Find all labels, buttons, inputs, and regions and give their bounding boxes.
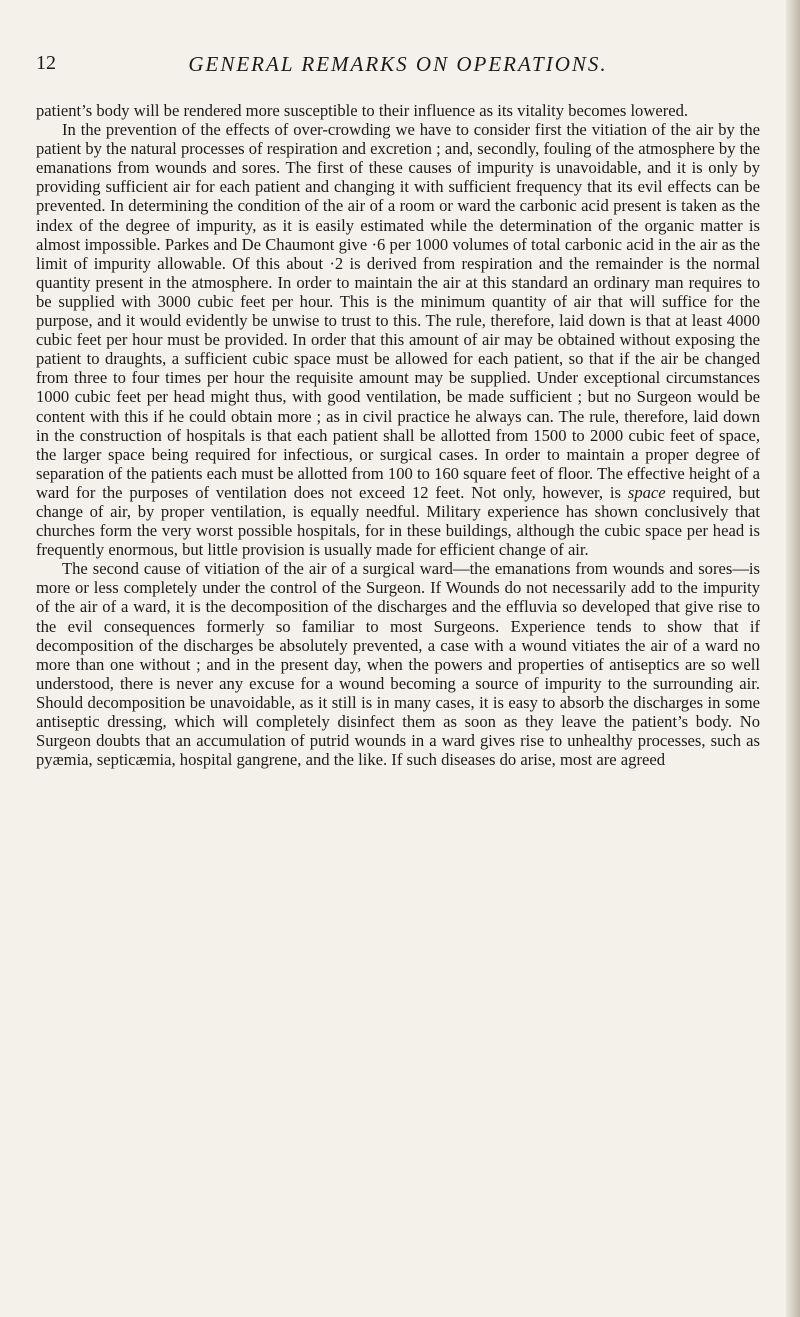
paragraph-text: The second cause of vitiation of the air of a surgical ward—the emanations from wounds and sores—is more or less completely under the control of the Surgeon. If Wounds do not necessarily add to the impurity of the air of a ward, it is the decomposition of the discharges and the effluvia so developed that give rise to the evil consequences formerly so familiar to most Surgeons. Experience tends to show that if decomposition of the discharges be absolutely prevented, a case with a wound vitiates the air of a ward no more than one without ; and in the present day, when the powers and properties of antiseptics are so well understood, there is never any excuse for a wound becoming a source of impurity to the surrounding air. Should decomposition be unavoidable, as it still is in many cases, it is easy to absorb the discharges in some antiseptic dressing, which will completely disinfect them as soon as they leave the patient’s body. No Surgeon doubts that an accumulation of putrid wounds in a ward gives rise to unhealthy processes, such as pyæmia, septicæmia, hospital gangrene, and the like. If such diseases do arise, most are agreed (36, 559, 760, 770)
paragraph-text: patient’s body will be rendered more susceptible to their influence as its vitality becomes lowered. (36, 101, 689, 120)
page-number: 12 (36, 52, 56, 74)
body-text (36, 101, 760, 769)
paragraph-text: required, but change of air, by proper ventilation, is equally needful. Military experience has shown conclusively that churches form the very worst possible hospitals, for in these buildings, although the cubic space per head is frequently enormous, but little provision is usually made for efficient change of air. (36, 482, 761, 560)
emphasis-space: space (627, 482, 666, 502)
running-head: GENERAL REMARKS ON OPERATIONS. (188, 52, 608, 76)
paragraph-continuation (36, 101, 760, 120)
page-edge-shadow (786, 0, 800, 1317)
paragraph-text: In the prevention of the effects of over-crowding we have to consider first the vitiation of the air by the patient by the natural processes of respiration and excretion ; and, secondly, fouling of the atmosphere by the emanations from wounds and sores. The first of these causes of impurity is unavoidable, and it is only by providing sufficient air for each patient and changing it with sufficient frequency that its evil effects can be prevented. In determining the condition of the air of a room or ward the carbonic acid present is taken as the index of the degree of impurity, as it is easily estimated while the determination of the organic matter is almost impossible. Parkes and De Chaumont give ·6 per 1000 volumes of total carbonic acid in the air as the limit of impurity allowable. Of this about ·2 is derived from respiration and the remainder is the normal quantity present in the atmosphere. In order to maintain the air at this standard an ordinary man requires to be supplied with 3000 cubic feet per hour. This is the minimum quantity of air that will suffice for the purpose, and it would evidently be unwise to trust to this. The rule, therefore, laid down is that at least 4000 cubic feet per hour must be provided. In order that this amount of air may be obtained without exposing the patient to draughts, a sufficient cubic space must be allowed for each patient, so that if the air be changed from three to four times per hour the requisite amount may be supplied. Under exceptional circumstances 1000 cubic feet per head might thus, with good ventilation, be made sufficient ; but no Surgeon would be content with this if he could obtain more ; as in civil practice he always can. The rule, therefore, laid down in the construction of hospitals is that each patient shall be allotted from 1500 to 2000 cubic feet of space, the larger space being required for infectious, or surgical cases. In order to maintain a proper degree of separation of the patients each must be allotted from 100 to 160 square feet of floor. The effective height of a ward for the purposes of ventilation does not exceed 12 feet. Not only, however, is (36, 120, 760, 502)
page-header (36, 52, 760, 80)
paragraph-second-cause (36, 559, 760, 769)
paragraph-overcrowding (36, 120, 760, 559)
